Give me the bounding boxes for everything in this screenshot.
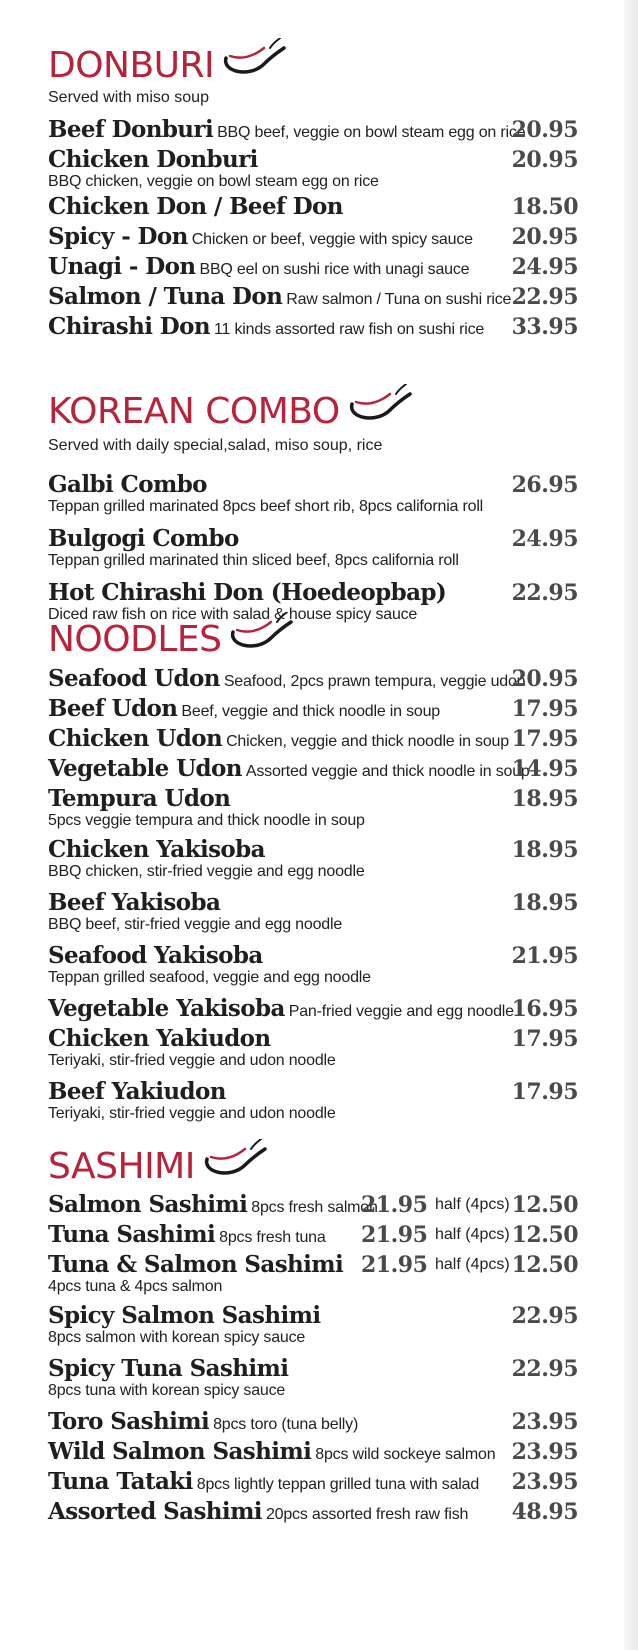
item-name: Beef Donburi	[48, 116, 214, 143]
half-portion-label: half (4pcs)	[435, 1256, 510, 1273]
menu-item	[48, 941, 608, 994]
menu-item	[48, 1497, 608, 1527]
item-desc: BBQ chicken, veggie on bowl steam egg on rice	[48, 173, 379, 190]
item-half-price: 12.50	[511, 1192, 578, 1218]
item-desc: BBQ beef, veggie on bowl steam egg on rice	[217, 124, 526, 141]
section-header	[48, 44, 608, 88]
menu-item	[48, 1467, 608, 1497]
section-title: KOREAN COMBO	[48, 391, 340, 432]
item-name: Tuna & Salmon Sashimi	[48, 1251, 344, 1278]
menu-item	[48, 1437, 608, 1467]
menu-item	[48, 470, 608, 524]
item-desc: 8pcs wild sockeye salmon	[315, 1446, 496, 1463]
item-half-price: 12.50	[511, 1222, 578, 1248]
half-portion-label: half (4pcs)	[435, 1226, 510, 1243]
item-name: Seafood Yakisoba	[48, 942, 263, 969]
item-price: 23.95	[511, 1439, 578, 1465]
item-price: 20.95	[511, 117, 578, 143]
item-desc: 8pcs fresh tuna	[219, 1229, 326, 1246]
item-name: Vegetable Yakisoba	[48, 995, 285, 1022]
menu-item	[48, 694, 608, 724]
item-price: 17.95	[511, 1026, 578, 1052]
menu-item	[48, 1301, 608, 1354]
chili-pepper-icon	[346, 384, 412, 426]
item-price: 48.95	[511, 1499, 578, 1525]
section-note: Served with miso soup	[48, 89, 209, 106]
item-name: Chicken Yakisoba	[48, 836, 265, 863]
item-price: 23.95	[511, 1409, 578, 1435]
section-header	[48, 1145, 608, 1189]
item-name: Tempura Udon	[48, 785, 231, 812]
menu-item	[48, 312, 608, 342]
item-name: Chicken Don / Beef Don	[48, 193, 343, 220]
item-price: 20.95	[511, 147, 578, 173]
item-name: Spicy Salmon Sashimi	[48, 1302, 321, 1329]
chili-pepper-icon	[227, 612, 293, 654]
section-korean-combo	[48, 390, 608, 623]
item-name: Vegetable Udon	[48, 755, 242, 782]
menu-item	[48, 192, 608, 222]
item-desc: BBQ chicken, stir-fried veggie and egg noodle	[48, 863, 365, 880]
item-name: Chirashi Don	[48, 313, 211, 340]
menu-item	[48, 524, 608, 578]
item-name: Tuna Sashimi	[48, 1221, 216, 1248]
item-desc: 8pcs tuna with korean spicy sauce	[48, 1382, 286, 1399]
section-title: SASHIMI	[48, 1146, 195, 1187]
section-sashimi	[48, 1145, 608, 1525]
item-price: 26.95	[511, 472, 578, 498]
item-desc: 8pcs fresh salmon	[251, 1199, 378, 1216]
item-name: Assorted Sashimi	[48, 1498, 262, 1525]
item-name: Chicken Yakiudon	[48, 1025, 271, 1052]
item-name: Chicken Udon	[48, 725, 223, 752]
item-name: Chicken Donburi	[48, 146, 258, 173]
menu-item	[48, 784, 608, 835]
item-name: Beef Yakiudon	[48, 1078, 226, 1105]
section-title: NOODLES	[48, 619, 222, 660]
item-price: 21.95	[511, 943, 578, 969]
item-price: 24.95	[511, 526, 578, 552]
item-half-price: 12.50	[511, 1252, 578, 1278]
item-desc: 5pcs veggie tempura and thick noodle in soup	[48, 812, 365, 829]
chili-pepper-icon	[220, 38, 286, 80]
menu-item	[48, 115, 608, 145]
item-price: 22.95	[511, 284, 578, 310]
item-price: 22.95	[511, 1303, 578, 1329]
item-desc: Teppan grilled seafood, veggie and egg noodle	[48, 969, 371, 986]
item-price: 22.95	[511, 1356, 578, 1382]
item-name: Wild Salmon Sashimi	[48, 1438, 312, 1465]
item-desc: Diced raw fish on rice with salad & house spicy sauce	[48, 606, 418, 623]
item-price: 17.95	[511, 696, 578, 722]
item-desc: 11 kinds assorted raw fish on sushi rice	[214, 321, 485, 338]
item-desc: 8pcs salmon with korean spicy sauce	[48, 1329, 306, 1346]
item-name: Spicy - Don	[48, 223, 188, 250]
item-desc: Teppan grilled marinated 8pcs beef short rib, 8pcs california roll	[48, 498, 484, 515]
menu-item	[48, 1354, 608, 1407]
item-price: 17.95	[511, 726, 578, 752]
menu-item	[48, 724, 608, 754]
item-desc: 8pcs toro (tuna belly)	[213, 1416, 359, 1433]
item-desc: Teriyaki, stir-fried veggie and udon noodle	[48, 1105, 336, 1122]
item-name: Salmon / Tuna Don	[48, 283, 283, 310]
item-name: Salmon Sashimi	[48, 1191, 248, 1218]
item-price: 24.95	[511, 254, 578, 280]
item-name: Hot Chirashi Don (Hoedeopbap)	[48, 579, 447, 606]
item-name: Spicy Tuna Sashimi	[48, 1355, 289, 1382]
section-header	[48, 390, 608, 434]
menu-item	[48, 1190, 608, 1220]
item-name: Beef Yakisoba	[48, 889, 221, 916]
item-desc: 4pcs tuna & 4pcs salmon	[48, 1278, 223, 1295]
menu-item	[48, 1077, 608, 1130]
menu-item	[48, 994, 608, 1024]
item-price: 18.95	[511, 890, 578, 916]
menu-item	[48, 1407, 608, 1437]
item-price: 22.95	[511, 580, 578, 606]
section-donburi	[48, 44, 608, 340]
menu-item	[48, 1024, 608, 1077]
section-note: Served with daily special,salad, miso soup, rice	[48, 437, 383, 454]
item-price: 14.95	[511, 756, 578, 782]
item-price: 23.95	[511, 1469, 578, 1495]
item-desc: 8pcs lightly teppan grilled tuna with salad	[196, 1476, 480, 1493]
item-name: Beef Udon	[48, 695, 178, 722]
item-desc: BBQ beef, stir-fried veggie and egg noodle	[48, 916, 343, 933]
menu-item	[48, 1220, 608, 1250]
item-price: 33.95	[511, 314, 578, 340]
item-name: Seafood Udon	[48, 665, 220, 692]
item-full-price: 21.95	[361, 1252, 428, 1278]
menu-item	[48, 754, 608, 784]
item-desc: Teppan grilled marinated thin sliced beef, 8pcs california roll	[48, 552, 459, 569]
menu-item	[48, 1250, 608, 1301]
item-price: 16.95	[511, 996, 578, 1022]
item-desc: Raw salmon / Tuna on sushi rice	[286, 291, 512, 308]
page-edge-shadow	[624, 0, 638, 1650]
item-price: 18.95	[511, 786, 578, 812]
section-title: DONBURI	[48, 45, 215, 86]
item-price: 18.95	[511, 837, 578, 863]
item-desc: Chicken, veggie and thick noodle in soup	[226, 733, 509, 750]
item-desc: Beef, veggie and thick noodle in soup	[181, 703, 440, 720]
menu-item	[48, 888, 608, 941]
menu-item	[48, 835, 608, 888]
section-noodles	[48, 618, 608, 1122]
item-desc: 20pcs assorted fresh raw fish	[265, 1506, 469, 1523]
chili-pepper-icon	[201, 1139, 267, 1181]
menu-item	[48, 252, 608, 282]
menu-item	[48, 145, 608, 192]
item-price: 18.50	[511, 194, 578, 220]
item-name: Bulgogi Combo	[48, 525, 239, 552]
item-desc: Chicken or beef, veggie with spicy sauce	[191, 231, 473, 248]
item-desc: Pan-fried veggie and egg noodle	[288, 1003, 514, 1020]
item-desc: Seafood, 2pcs prawn tempura, veggie udon	[223, 673, 526, 690]
item-name: Unagi - Don	[48, 253, 196, 280]
menu-item	[48, 664, 608, 694]
item-price: 20.95	[511, 666, 578, 692]
item-name: Galbi Combo	[48, 471, 207, 498]
item-price: 17.95	[511, 1079, 578, 1105]
item-name: Tuna Tataki	[48, 1468, 193, 1495]
half-portion-label: half (4pcs)	[435, 1196, 510, 1213]
section-header	[48, 618, 608, 662]
item-desc: Teriyaki, stir-fried veggie and udon noodle	[48, 1052, 336, 1069]
menu-item	[48, 282, 608, 312]
item-full-price: 21.95	[361, 1222, 428, 1248]
item-price: 20.95	[511, 224, 578, 250]
item-desc: Assorted veggie and thick noodle in soup	[245, 763, 530, 780]
item-name: Toro Sashimi	[48, 1408, 210, 1435]
menu-item	[48, 222, 608, 252]
item-desc: BBQ eel on sushi rice with unagi sauce	[199, 261, 470, 278]
item-full-price: 21.95	[361, 1192, 428, 1218]
